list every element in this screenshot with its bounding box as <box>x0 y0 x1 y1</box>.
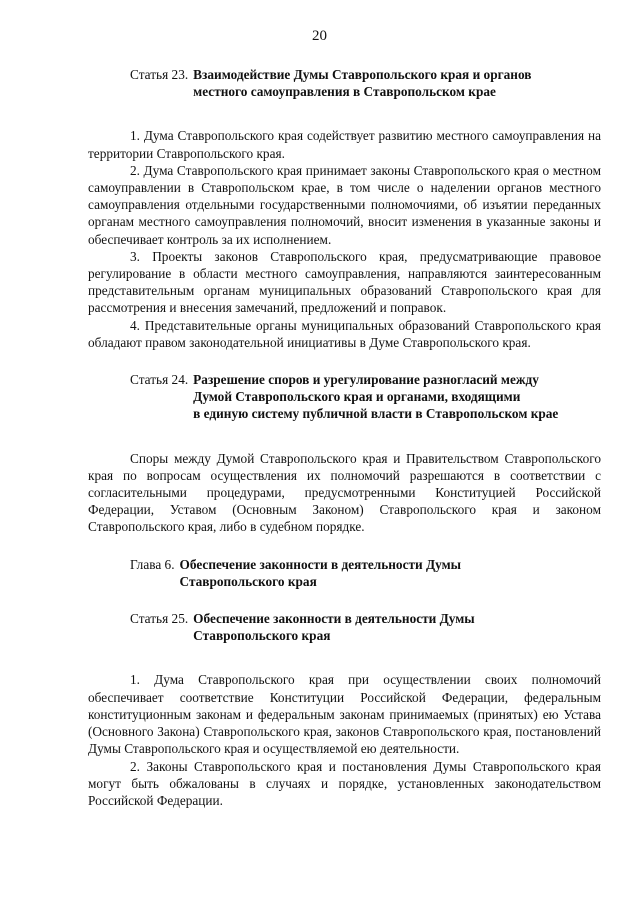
article-24-paragraph-1: Споры между Думой Ставропольского края и Правительством Ставропольского края по вопросам осуществления их полномочий разрешаются в соответствии с согласительными процедурами, предусмотренными Конституцией Российской Федерации, Уставом (Основным Законом) Ставропольского края и законом Ставропольского края, либо в судебном порядке. <box>88 450 601 535</box>
article-23-prefix: Статья 23. <box>130 67 189 82</box>
article-25-title-line-1: Обеспечение законности в деятельности Думы <box>193 611 475 627</box>
article-24-title-line-1: Разрешение споров и урегулирование разногласий между <box>193 372 539 388</box>
article-24-heading <box>88 371 601 423</box>
article-25-prefix: Статья 25. <box>130 611 189 627</box>
article-23-paragraph-2: 2. Дума Ставропольского края принимает законы Ставропольского края о местном самоуправлении в Ставропольском крае, в том числе о наделении органов местного самоуправления отдельными государственными полномочиями, об изъятии переданных органам местного самоуправления полномочий, вносит изменения в указанные законы и обеспечивает контроль за их исполнением. <box>88 162 601 247</box>
article-25-paragraph-1: 1. Дума Ставропольского края при осуществлении своих полномочий обеспечивает соответствие Конституции Российской Федерации, федеральным конституционным законам и федеральным законам принимаемых (принятых) ею Устава (Основного Закона) Ставропольского края, законов Ставропольского края, постановлений Думы Ставропольского края и осуществляемой ею деятельности. <box>88 672 601 757</box>
article-25-paragraph-2: 2. Законы Ставропольского края и постановления Думы Ставропольского края могут быть обжалованы в случаях и порядке, установленных законодательством Российской Федерации. <box>88 758 601 808</box>
article-23-paragraph-1: 1. Дума Ставропольского края содействует развитию местного самоуправления на территории Ставропольского края. <box>88 128 601 161</box>
article-25-heading <box>88 610 601 644</box>
article-23-title-line-1: Взаимодействие Думы Ставропольского края и органов <box>193 67 532 82</box>
chapter-6-title-line-2: Ставропольского края <box>179 573 317 589</box>
chapter-6-title <box>175 556 462 590</box>
chapter-6-title-line-1: Обеспечение законности в деятельности Думы <box>179 556 462 572</box>
document-body <box>88 66 601 809</box>
chapter-6-heading <box>88 556 601 590</box>
article-23-title-line-2: местного самоуправления в Ставропольском крае <box>193 84 496 100</box>
article-24-title-line-3: в единую систему публичной власти в Ставропольском крае <box>193 406 559 422</box>
chapter-6-prefix: Глава 6. <box>130 556 175 572</box>
article-25-title <box>188 610 475 644</box>
article-23-paragraph-4: 4. Представительные органы муниципальных образований Ставропольского края обладают правом законодательной инициативы в Думе Ставропольского края. <box>88 317 601 350</box>
article-25-title-line-2: Ставропольского края <box>193 628 331 644</box>
page-number: 20 <box>312 28 327 44</box>
article-23-paragraph-3: 3. Проекты законов Ставропольского края, предусматривающие правовое регулирование в области местного самоуправления, направляются заинтересованным представительным органам муниципальных образований Ставропольского края для рассмотрения и внесения замечаний, предложений и поправок. <box>88 248 601 316</box>
article-24-title-line-2: Думой Ставропольского края и органами, входящими <box>193 389 521 405</box>
article-24-title <box>188 371 558 423</box>
article-23-heading <box>88 66 601 100</box>
article-24-prefix: Статья 24. <box>130 372 189 388</box>
article-23-title <box>188 66 531 100</box>
